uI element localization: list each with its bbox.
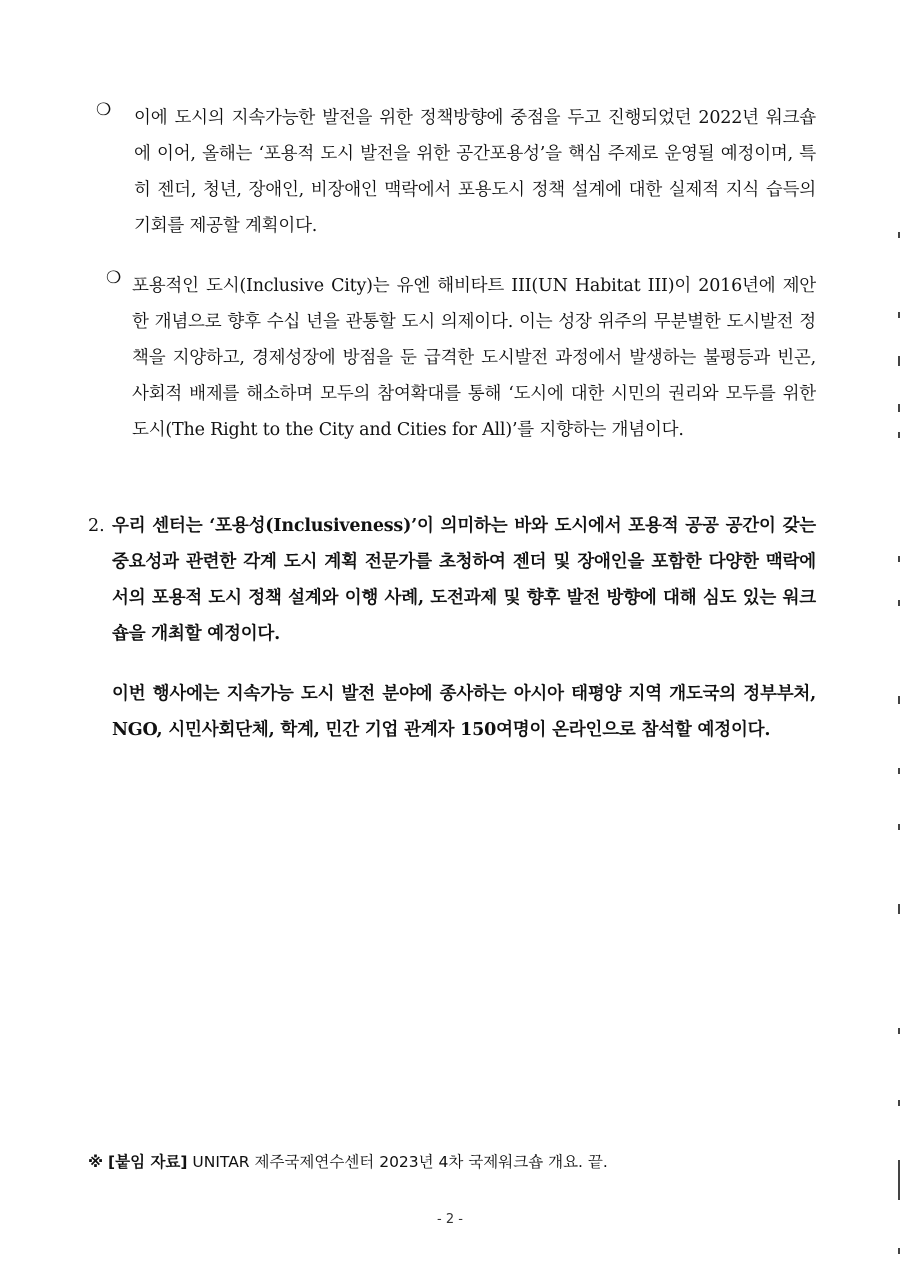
- bullet-paragraph-inclusive-city: [106, 268, 816, 448]
- paragraph-text: 이에 도시의 지속가능한 발전을 위한 정책방향에 중점을 두고 진행되었던 2022년 워크숍에 이어, 올해는 ‘포용적 도시 발전을 위한 공간포용성’을 핵심 주제로 운영될 예정이며, 특히 젠더, 청년, 장애인, 비장애인 맥락에서 포용도시 정책 설계에 대한 실제적 지식 습득의 기회를 제공할 계획이다.: [134, 108, 816, 236]
- circle-bullet-icon: ❍: [96, 100, 112, 120]
- circle-bullet-icon: ❍: [106, 268, 122, 288]
- attachment-label: [붙임 자료]: [108, 1153, 188, 1171]
- section-2-followup-paragraph: [112, 676, 816, 748]
- paragraph-text: 포용적인 도시(Inclusive City)는 유엔 해비타트 III(UN Habitat III)이 2016년에 제안한 개념으로 향후 수십 년을 관통할 도시 의제이다. 이는 성장 위주의 무분별한 도시발전 정책을 지양하고, 경제성장에 방점을 둔 급격한 도시발전 과정에서 발생하는 불평등과 빈곤, 사회적 배제를 해소하며 모두의 참여확대를 통해 ‘도시에 대한 시민의 권리와 모두를 위한 도시(The Right to the City and Cities for All)’를 지향하는 개념이다.: [132, 276, 816, 440]
- paragraph-text: 우리 센터는 ‘포용성(Inclusiveness)’이 의미하는 바와 도시에서 포용적 공공 공간이 갖는 중요성과 관련한 각계 도시 계획 전문가를 초청하여 젠더 및 장애인을 포함한 다양한 맥락에서의 포용적 도시 정책 설계와 이행 사례, 도전과제 및 향후 발전 방향에 대해 심도 있는 워크숍을 개최할 예정이다.: [112, 516, 816, 644]
- page-edge-marks: [896, 0, 900, 1273]
- attachment-note: [88, 1150, 608, 1172]
- section-number: 2.: [88, 516, 105, 536]
- section-2-paragraph: [88, 508, 816, 652]
- attachment-text: UNITAR 제주국제연수센터 2023년 4차 국제워크숍 개요. 끝.: [192, 1153, 608, 1171]
- page-number: - 2 -: [437, 1212, 463, 1227]
- paragraph-text: 이번 행사에는 지속가능 도시 발전 분야에 종사하는 아시아 태평양 지역 개도국의 정부부처, NGO, 시민사회단체, 학계, 민간 기업 관계자 150여명이 온라인으로 참석할 예정이다.: [112, 684, 816, 740]
- bullet-paragraph-workshop-theme: [96, 100, 816, 244]
- reference-mark: ※: [88, 1153, 104, 1171]
